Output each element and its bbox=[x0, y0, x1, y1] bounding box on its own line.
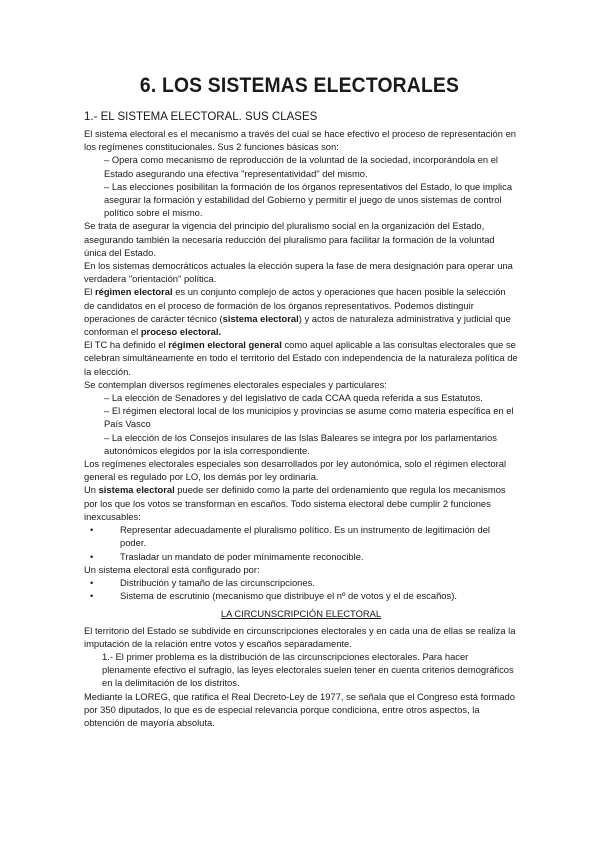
special-regime-item: – La elección de los Consejos insulares de las Islas Baleares se integra por los parlamentarios autonómicos elegidos por la isla correspondiente. bbox=[104, 431, 497, 456]
text-run: El bbox=[84, 286, 95, 298]
bullet-item bbox=[84, 523, 518, 549]
subsection-heading: LA CIRCUNSCRIPCIÓN ELECTORAL bbox=[220, 608, 382, 620]
bullet-item bbox=[84, 589, 518, 602]
bullet-text: Representar adecuadamente el pluralismo político. Es un instrumento de legitimación del poder. bbox=[120, 524, 490, 549]
bold-term: régimen electoral general bbox=[168, 339, 282, 351]
paragraph: Mediante la LOREG, que ratifica el Real Decreto-Ley de 1977, se señala que el Congreso está formado por 350 diputados, lo que es de especial relevancia porque condiciona, entre otros aspectos, la obtención de mayoría absoluta. bbox=[84, 690, 515, 728]
bullet-text: Distribución y tamaño de las circunscripciones. bbox=[120, 576, 315, 588]
special-regime-item: – El régimen electoral local de los municipios y provincias se asume como materia específica en el País Vasco bbox=[104, 405, 514, 430]
paragraph: Se trata de asegurar la vigencia del principio del pluralismo social en la organización del Estado, asegurando también la necesaria reducción del pluralismo para facilitar la formación de la voluntad única del Estado. bbox=[84, 220, 495, 258]
bullet-icon: • bbox=[90, 550, 94, 562]
document-body bbox=[84, 110, 518, 729]
function-item: – Opera como mecanismo de reproducción de la voluntad de la sociedad, incorporándola en el Estado asegurando una efectiva "representatividad" del mismo. bbox=[104, 154, 498, 179]
bullet-text: Sistema de escrutinio (mecanismo que distribuye el nº de votos y el de escaños). bbox=[120, 590, 457, 602]
bold-term: sistema electoral bbox=[222, 312, 299, 324]
bullet-item bbox=[84, 550, 518, 563]
bold-term: sistema electoral bbox=[98, 484, 175, 496]
text-run: es un conjunto complejo de actos y operaciones que hacen posible la selección de candidatos en el proceso de formación de los órganos representativos. Podemos distinguir operaciones de carácter técnico ( bbox=[84, 286, 506, 324]
page-title: 6. LOS SISTEMAS ELECTORALES bbox=[139, 74, 460, 97]
bullet-icon: • bbox=[90, 576, 94, 588]
text-run: puede ser definido como la parte del ordenamiento que regula los mecanismos por los que los votos se transforman en escaños. Todo sistema electoral debe cumplir 2 funciones inexcusables: bbox=[84, 484, 506, 522]
bullet-text: Trasladar un mandato de poder mínimamente reconocible. bbox=[120, 550, 364, 562]
numbered-item: 1.- El primer problema es la distribución de las circunscripciones electorales. Para hacer plenamente efectivo el sufragio, las leyes electorales suelen tener en cuenta criterios demográficos en la delimitación de los distritos. bbox=[102, 650, 514, 689]
paragraph: El sistema electoral es el mecanismo a través del cual se hace efectivo el proceso de representación en los regímenes constitucionales. Sus 2 funciones básicas son: bbox=[84, 128, 516, 153]
paragraph: El territorio del Estado se subdivide en circunscripciones electorales y en cada una de ellas se realiza la imputación de la relación entre votos y escaños separadamente. bbox=[84, 624, 516, 649]
section-heading: 1.- EL SISTEMA ELECTORAL. SUS CLASES bbox=[84, 111, 318, 123]
text-run: El TC ha definido el bbox=[84, 339, 169, 351]
text-run: ) y actos de naturaleza administrativa y judicial que conforman el bbox=[84, 312, 511, 338]
paragraph: Se contemplan diversos regímenes electorales especiales y particulares: bbox=[84, 378, 387, 390]
paragraph: Los regímenes electorales especiales son desarrollados por ley autonómica, solo el régimen electoral general es regulado por LO, los demás por ley ordinaria. bbox=[84, 458, 507, 483]
sistema-paragraph bbox=[84, 483, 518, 523]
text-run: como aquel aplicable a las consultas electorales que se celebran simultáneamente en todo el territorio del Estado con independencia de la naturaleza política de la elección. bbox=[84, 339, 518, 377]
bullet-item bbox=[84, 576, 518, 589]
bullet-icon: • bbox=[90, 524, 94, 536]
bold-term: régimen electoral bbox=[94, 286, 173, 298]
bullet-icon: • bbox=[90, 590, 94, 602]
text-run: Un bbox=[84, 484, 99, 496]
bold-term: proceso electoral. bbox=[140, 326, 222, 338]
paragraph: Un sistema electoral está configurado por: bbox=[84, 563, 260, 575]
regimen-paragraph bbox=[84, 285, 518, 338]
function-item: – Las elecciones posibilitan la formación de los órganos representativos del Estado, lo que implica asegurar la formación y estabilidad del Gobierno y permitir el juego de unos sistemas de control político sobre el mismo. bbox=[104, 180, 513, 219]
special-regime-item: – La elección de Senadores y del legislativo de cada CCAA queda referida a sus Estatutos. bbox=[104, 392, 483, 404]
paragraph: En los sistemas democráticos actuales la elección supera la fase de mera designación para operar una verdadera "orientación" política. bbox=[84, 260, 513, 285]
tc-paragraph bbox=[84, 338, 518, 378]
